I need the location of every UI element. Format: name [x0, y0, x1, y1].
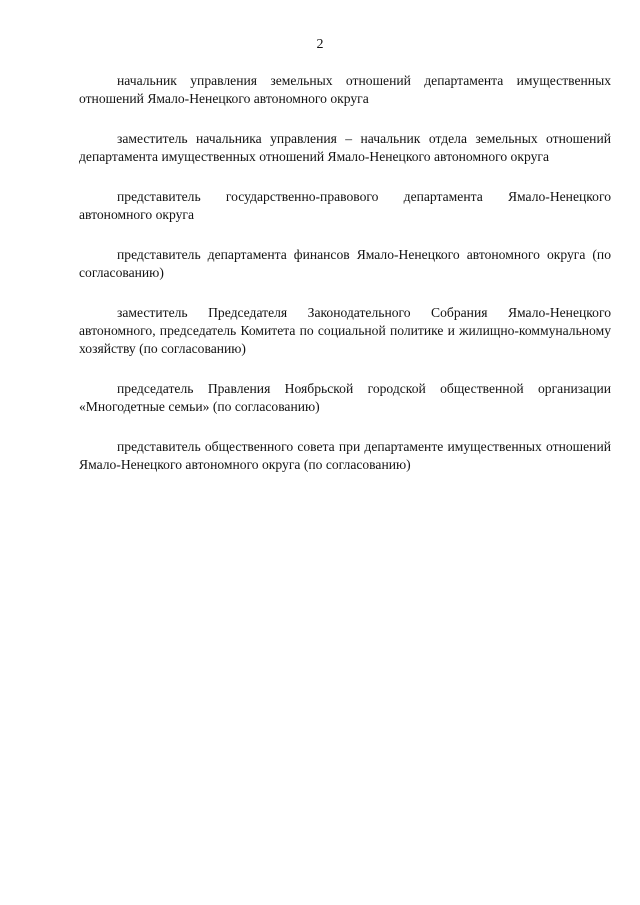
- member-entry-3: представитель государственно-правового департамента Ямало-Ненецкого автономного округа: [79, 189, 611, 222]
- member-entry-4: представитель департамента финансов Ямало-Ненецкого автономного округа (по согласованию): [79, 247, 611, 280]
- member-entry-1: начальник управления земельных отношений департамента имущественных отношений Ямало-Ненецкого автономного округа: [79, 73, 611, 106]
- member-entry-2: заместитель начальника управления – начальник отдела земельных отношений департамента имущественных отношений Ямало-Ненецкого автономного округа: [79, 131, 611, 164]
- member-entry-5: заместитель Председателя Законодательного Собрания Ямало-Ненецкого автономного, председатель Комитета по социальной политике и жилищно-коммунальному хозяйству (по согласованию): [79, 305, 611, 356]
- member-entry-6: председатель Правления Ноябрьской городской общественной организации «Многодетные семьи» (по согласованию): [79, 381, 611, 414]
- member-entry-7: представитель общественного совета при департаменте имущественных отношений Ямало-Ненецкого автономного округа (по согласованию): [79, 439, 611, 472]
- member-list: [79, 72, 611, 496]
- page-number: 2: [316, 37, 324, 52]
